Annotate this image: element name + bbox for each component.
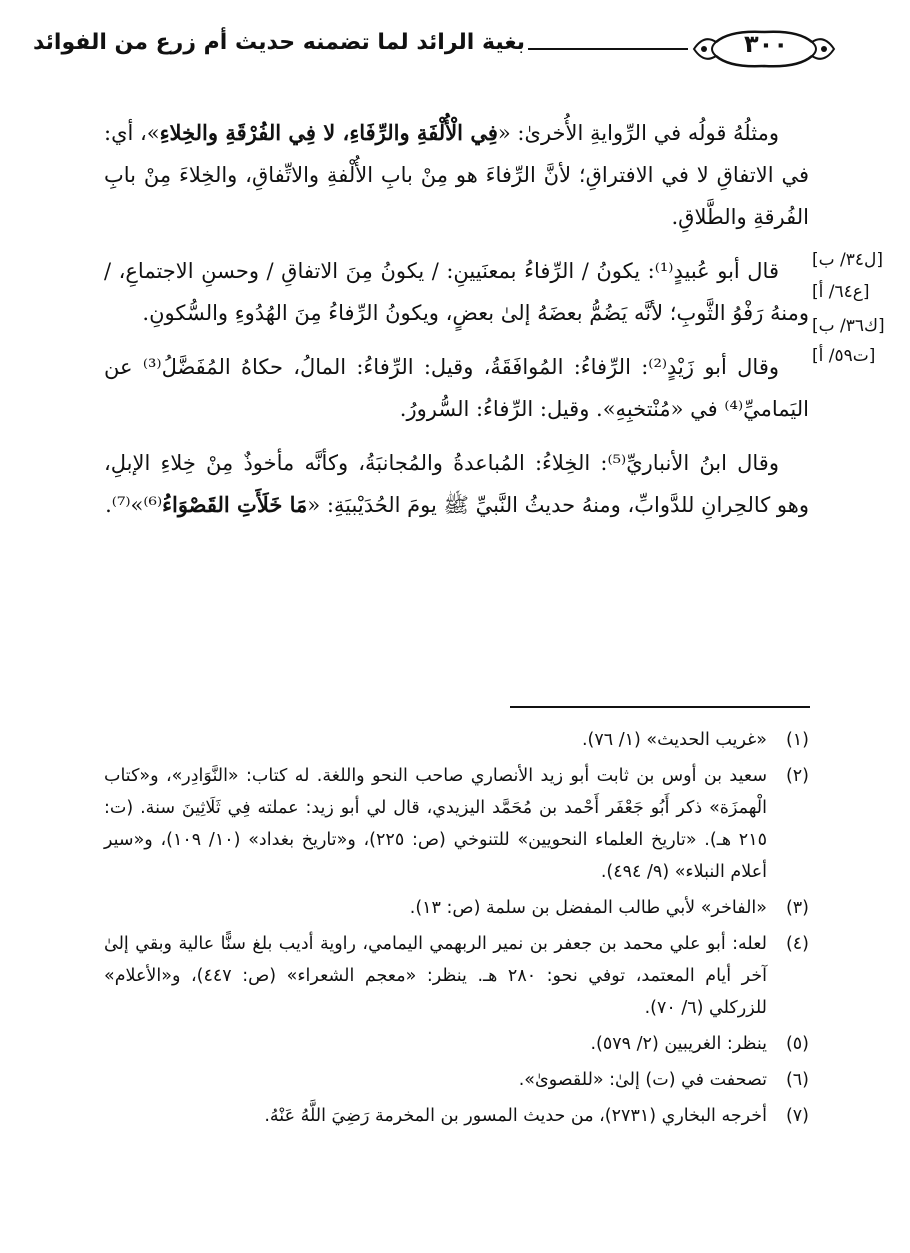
paragraph-4-quote: مَا خَلَأَتِ القَصْوَاءُ — [162, 492, 308, 517]
footnote-text: «الفاخر» لأبي طالب المفضل بن سلمة (ص: ١٣). — [409, 898, 767, 918]
margin-reference: [ت٥٩/ أ] — [812, 346, 876, 366]
footnote-number: (١) — [785, 730, 809, 750]
footnotes — [104, 724, 809, 1136]
footnote-number: (٧) — [785, 1106, 809, 1126]
footnote — [104, 724, 809, 756]
page-header — [0, 0, 910, 90]
footnote-number: (٤) — [785, 934, 809, 954]
footnote — [104, 760, 809, 888]
running-title: بغية الرائد لما تضمنه حديث أم زرع من الفوائد — [32, 30, 525, 55]
page-number: ٣٠٠ — [744, 30, 788, 58]
header-divider — [528, 48, 688, 50]
footnote-text: تصحفت في (ت) إلىٰ: «للقصوىٰ». — [518, 1070, 767, 1090]
footnote-number: (٣) — [785, 898, 809, 918]
footnote-number: (٢) — [785, 766, 809, 786]
footnote-text: «غريب الحديث» (١/ ٧٦). — [581, 730, 767, 750]
footnote — [104, 1028, 809, 1060]
paragraph-4-text-a: وقال ابنُ الأنباريِّ⁽⁵⁾: الخِلاءُ: المُباعدةُ والمُجانبَةُ، وكأنَّه مأخوذٌ مِنْ خِلاءِ الإبلِ، وهو كالحِرانِ للدَّوابِّ، ومنهُ حديثُ النَّبيِّ ﷺ يومَ الحُدَيْبيَةِ: « — [104, 451, 809, 517]
margin-reference: [ل٣٤/ ب] — [812, 250, 884, 270]
main-text — [104, 112, 809, 538]
footnote-divider — [510, 706, 810, 708]
paragraph-4 — [104, 442, 809, 526]
footnote — [104, 928, 809, 1024]
footnote-text: سعيد بن أوس بن ثابت أبو زيد الأنصاري صاحب النحو واللغة. له كتاب: «النَّوَادِر»، و«كتاب الْهمزَة» ذكر أَبُو جَعْفَر أَحْمد بن مُحَمَّد اليزيدي، قال لي أبو زيد: عملته فِي ثَلَاثِينَ سنة. (ت: ٢١٥ هـ). «تاريخ العلماء النحويين» للتنوخي (ص: ٢٢٥)، و«تاريخ بغداد» (١٠/ ١٠٩)، و«سير أعلام النبلاء» (٩/ ٤٩٤). — [104, 766, 767, 882]
footnote-text: أخرجه البخاري (٢٧٣١)، من حديث المسور بن المخرمة رَضِيَ اللَّهُ عَنْهُ. — [264, 1106, 767, 1126]
footnote — [104, 1100, 809, 1132]
margin-reference: [ك٣٦/ ب] — [812, 316, 885, 336]
footnote-text: ينظر: الغريبين (٢/ ٥٧٩). — [590, 1034, 767, 1054]
paragraph-1-quote: فِي الْأُلْفَةِ والرِّفَاءِ، لا فِي الفُرْقَةِ والخِلاءِ — [159, 120, 498, 145]
margin-reference: [ع٦٤/ أ] — [812, 282, 870, 302]
paragraph-1-text-b: »، أي: في الاتفاقِ لا في الافتراقِ؛ لأنَّ الرِّفاءَ هو مِنْ بابِ الأُلْفةِ والاتِّفاقِ، والخِلاءَ مِنْ بابِ الفُرقةِ والطَّلاقِ. — [104, 121, 809, 229]
footnote-text: لعله: أبو علي محمد بن جعفر بن نمير الربهمي اليمامي، راوية أديب بلغ سنًّا عالية وبقي إلىٰ آخر أيام المعتمد، توفي نحو: ٢٨٠ هـ. ينظر: «معجم الشعراء» (ص: ٤٤٧)، و«الأعلام» للزركلي (٦/ ٧٠). — [104, 934, 768, 1018]
paragraph-2: قال أبو عُبيدٍ⁽¹⁾: يكونُ / الرِّفاءُ بمعنَيينِ: / يكونُ مِنَ الاتفاقِ / وحسنِ الاجتماعِ، / ومنهُ رَفْوُ الثَّوبِ؛ لأنَّه يَضُمُّ بعضَهُ إلىٰ بعضٍ، ويكونُ الرِّفاءُ مِنَ الهُدُوءِ والسُّكونِ. — [104, 259, 809, 325]
paragraph-3: وقال أبو زَيْدٍ⁽²⁾: الرِّفاءُ: المُوافَقَةُ، وقيل: الرِّفاءُ: المالُ، حكاهُ المُفَضَّلُ⁽³⁾ عن اليَماميِّ⁽⁴⁾ في «مُنْتخبِهِ». وقيل: الرِّفاءُ: السُّرورُ. — [104, 355, 809, 421]
footnote — [104, 1064, 809, 1096]
paragraph-1 — [104, 112, 809, 238]
paragraph-1-text-a: ومثلُهُ قولُه في الرِّوايةِ الأُخرىٰ: « — [497, 121, 779, 145]
footnote-number: (٥) — [785, 1034, 809, 1054]
footnote — [104, 892, 809, 924]
footnote-number: (٦) — [785, 1070, 809, 1090]
paragraph-4-text-b: ⁽⁶⁾»⁽⁷⁾. — [105, 493, 163, 517]
